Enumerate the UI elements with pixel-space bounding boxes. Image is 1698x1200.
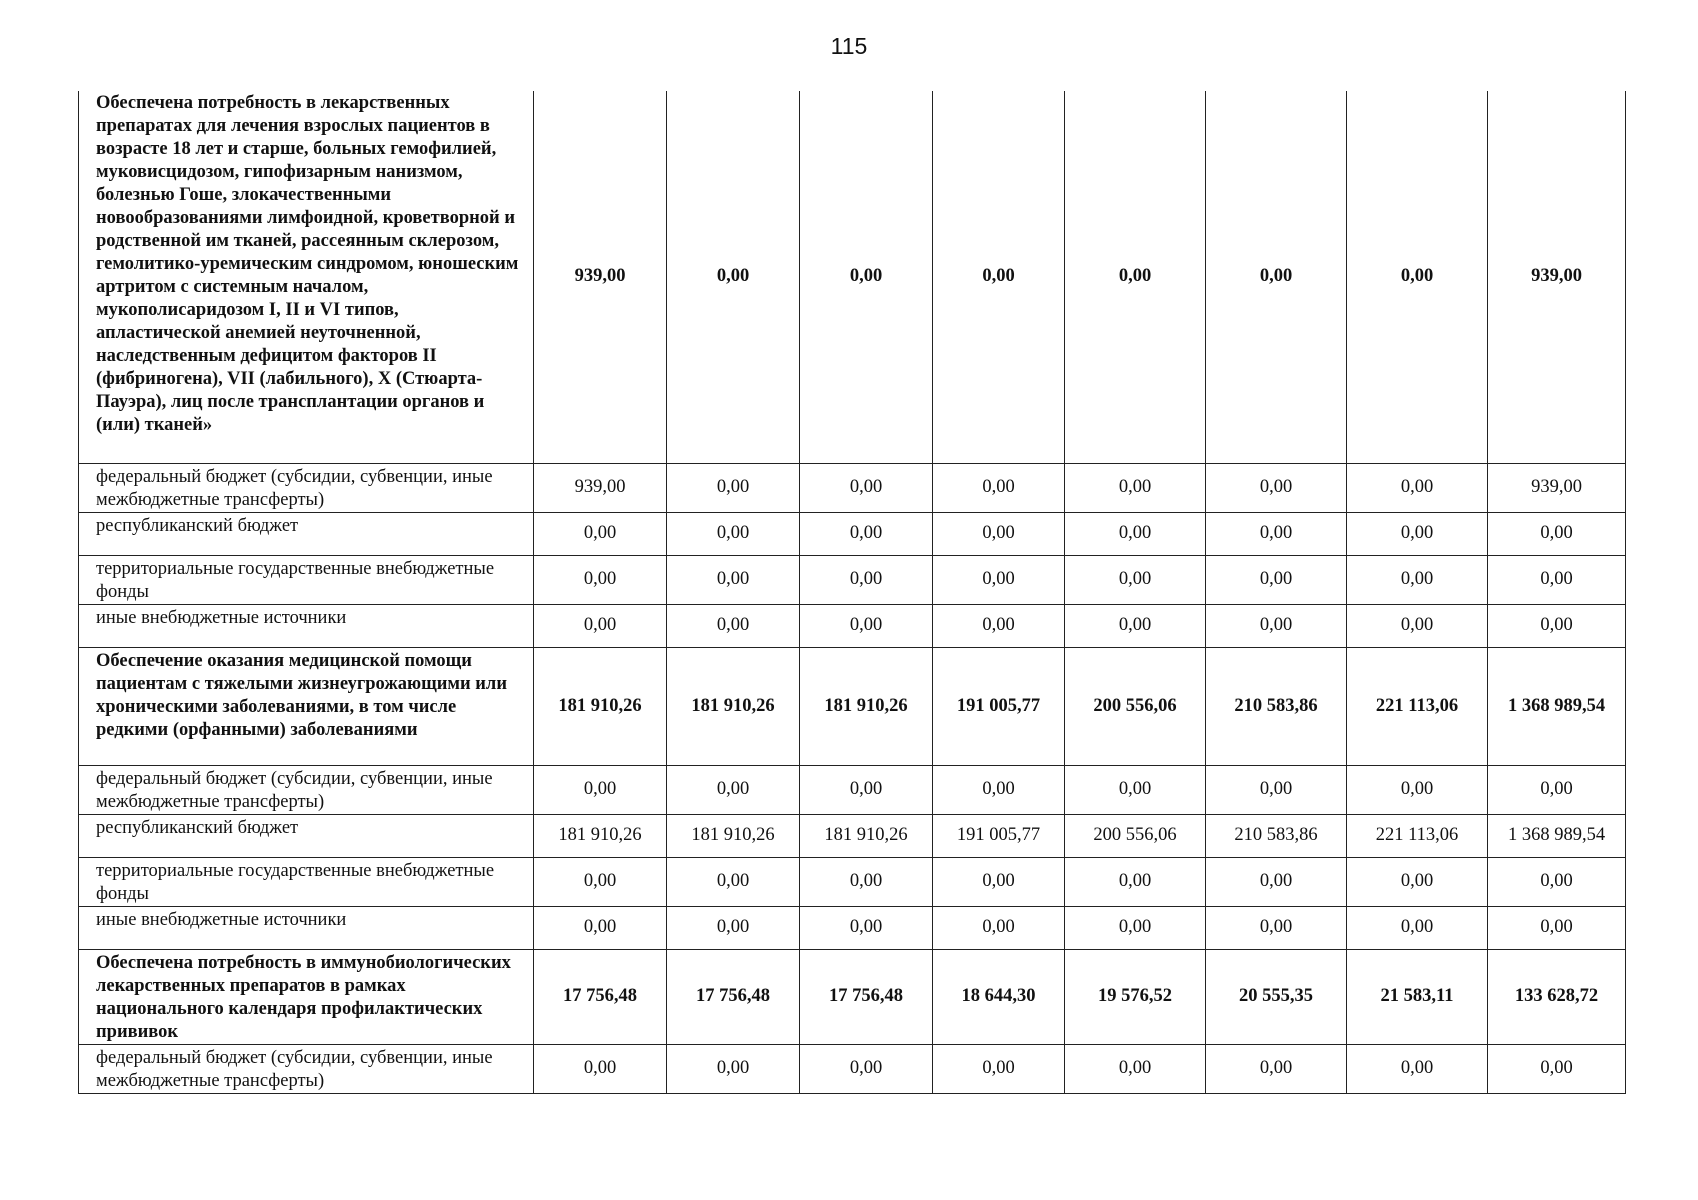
value-cell: 17 756,48 [800, 949, 933, 1044]
value-cell: 0,00 [800, 765, 933, 814]
table-row [79, 765, 1626, 814]
value-cell: 181 910,26 [800, 814, 933, 857]
table-row [79, 604, 1626, 647]
value-cell: 0,00 [1206, 1044, 1347, 1093]
value-cell: 210 583,86 [1206, 647, 1347, 765]
value-cell: 210 583,86 [1206, 814, 1347, 857]
value-cell: 0,00 [667, 906, 800, 949]
row-label: иные внебюджетные источники [79, 906, 534, 949]
value-cell: 0,00 [667, 604, 800, 647]
value-cell: 0,00 [1065, 463, 1206, 512]
value-cell: 0,00 [800, 463, 933, 512]
row-label: Обеспечение оказания медицинской помощи пациентам с тяжелыми жизнеугрожающими или хроническими заболеваниями, в том числе редкими (орфанными) заболеваниями [79, 647, 534, 765]
value-cell: 0,00 [534, 1044, 667, 1093]
value-cell: 133 628,72 [1488, 949, 1626, 1044]
value-cell: 0,00 [1065, 1044, 1206, 1093]
value-cell: 0,00 [1206, 765, 1347, 814]
value-cell: 0,00 [800, 512, 933, 555]
table-row-section [79, 647, 1626, 765]
value-cell: 0,00 [1347, 463, 1488, 512]
value-cell: 181 910,26 [667, 647, 800, 765]
row-label: Обеспечена потребность в иммунобиологических лекарственных препаратов в рамках национального календаря профилактических прививок [79, 949, 534, 1044]
value-cell: 0,00 [1065, 765, 1206, 814]
value-cell: 21 583,11 [1347, 949, 1488, 1044]
value-cell: 0,00 [1065, 857, 1206, 906]
value-cell: 221 113,06 [1347, 814, 1488, 857]
value-cell: 0,00 [667, 91, 800, 463]
value-cell: 0,00 [933, 765, 1065, 814]
value-cell: 939,00 [1488, 91, 1626, 463]
page-number: 115 [830, 33, 868, 59]
value-cell: 0,00 [800, 555, 933, 604]
value-cell: 0,00 [1488, 512, 1626, 555]
table-row [79, 906, 1626, 949]
value-cell: 191 005,77 [933, 647, 1065, 765]
value-cell: 0,00 [933, 463, 1065, 512]
value-cell: 17 756,48 [667, 949, 800, 1044]
value-cell: 0,00 [1488, 1044, 1626, 1093]
value-cell: 0,00 [667, 765, 800, 814]
value-cell: 0,00 [534, 512, 667, 555]
value-cell: 0,00 [1488, 604, 1626, 647]
value-cell: 939,00 [534, 463, 667, 512]
value-cell: 19 576,52 [1065, 949, 1206, 1044]
value-cell: 0,00 [1206, 906, 1347, 949]
row-label: территориальные государственные внебюджетные фонды [79, 857, 534, 906]
row-label: республиканский бюджет [79, 814, 534, 857]
value-cell: 0,00 [933, 604, 1065, 647]
value-cell: 0,00 [1065, 604, 1206, 647]
value-cell: 0,00 [667, 857, 800, 906]
row-label: федеральный бюджет (субсидии, субвенции, иные межбюджетные трансферты) [79, 463, 534, 512]
value-cell: 181 910,26 [800, 647, 933, 765]
value-cell: 0,00 [1065, 512, 1206, 555]
value-cell: 939,00 [1488, 463, 1626, 512]
row-label: территориальные государственные внебюджетные фонды [79, 555, 534, 604]
value-cell: 0,00 [534, 765, 667, 814]
table-row [79, 512, 1626, 555]
value-cell: 0,00 [800, 1044, 933, 1093]
value-cell: 0,00 [534, 906, 667, 949]
row-label: Обеспечена потребность в лекарственных препаратах для лечения взрослых пациентов в возрасте 18 лет и старше, больных гемофилией, муковисцидозом, гипофизарным нанизмом, болезнью Гоше, злокачественными новообразованиями лимфоидной, кроветворной и родственной им тканей, рассеянным склерозом, гемолитико-уремическим синдромом, юношеским артритом с системным началом, мукополисаридозом I, II и VI типов, апластической анемией неуточненной, наследственным дефицитом факторов II (фибриногена), VII (лабильного), X (Стюарта-Пауэра), лиц после трансплантации органов и (или) тканей» [79, 91, 534, 463]
value-cell: 18 644,30 [933, 949, 1065, 1044]
value-cell: 0,00 [1065, 91, 1206, 463]
value-cell: 0,00 [1206, 91, 1347, 463]
value-cell: 0,00 [1347, 1044, 1488, 1093]
value-cell: 0,00 [534, 604, 667, 647]
table-row-section [79, 949, 1626, 1044]
value-cell: 0,00 [1206, 857, 1347, 906]
value-cell: 0,00 [534, 555, 667, 604]
table-row-section [79, 91, 1626, 463]
value-cell: 0,00 [1347, 512, 1488, 555]
table-row [79, 857, 1626, 906]
value-cell: 0,00 [933, 512, 1065, 555]
value-cell: 1 368 989,54 [1488, 647, 1626, 765]
value-cell: 0,00 [667, 463, 800, 512]
value-cell: 0,00 [800, 857, 933, 906]
value-cell: 0,00 [1065, 555, 1206, 604]
value-cell: 0,00 [667, 1044, 800, 1093]
value-cell: 0,00 [1206, 512, 1347, 555]
value-cell: 0,00 [933, 555, 1065, 604]
value-cell: 0,00 [1347, 604, 1488, 647]
value-cell: 0,00 [1206, 555, 1347, 604]
value-cell: 200 556,06 [1065, 814, 1206, 857]
value-cell: 0,00 [800, 91, 933, 463]
value-cell: 939,00 [534, 91, 667, 463]
row-label: федеральный бюджет (субсидии, субвенции, иные межбюджетные трансферты) [79, 1044, 534, 1093]
table-row [79, 463, 1626, 512]
value-cell: 0,00 [1347, 555, 1488, 604]
table-row [79, 1044, 1626, 1093]
value-cell: 0,00 [1206, 463, 1347, 512]
value-cell: 0,00 [933, 1044, 1065, 1093]
table-row [79, 555, 1626, 604]
row-label: республиканский бюджет [79, 512, 534, 555]
value-cell: 0,00 [1488, 765, 1626, 814]
value-cell: 221 113,06 [1347, 647, 1488, 765]
value-cell: 200 556,06 [1065, 647, 1206, 765]
value-cell: 0,00 [1347, 91, 1488, 463]
value-cell: 0,00 [667, 512, 800, 555]
value-cell: 1 368 989,54 [1488, 814, 1626, 857]
value-cell: 0,00 [933, 906, 1065, 949]
row-label: иные внебюджетные источники [79, 604, 534, 647]
value-cell: 181 910,26 [667, 814, 800, 857]
value-cell: 0,00 [1488, 857, 1626, 906]
value-cell: 0,00 [1065, 906, 1206, 949]
value-cell: 181 910,26 [534, 647, 667, 765]
value-cell: 0,00 [1347, 906, 1488, 949]
value-cell: 0,00 [933, 91, 1065, 463]
value-cell: 17 756,48 [534, 949, 667, 1044]
value-cell: 191 005,77 [933, 814, 1065, 857]
value-cell: 0,00 [800, 604, 933, 647]
budget-table [78, 91, 1626, 1094]
value-cell: 0,00 [534, 857, 667, 906]
table-row [79, 814, 1626, 857]
value-cell: 0,00 [667, 555, 800, 604]
value-cell: 181 910,26 [534, 814, 667, 857]
value-cell: 20 555,35 [1206, 949, 1347, 1044]
value-cell: 0,00 [1206, 604, 1347, 647]
value-cell: 0,00 [1488, 906, 1626, 949]
value-cell: 0,00 [1347, 765, 1488, 814]
value-cell: 0,00 [1488, 555, 1626, 604]
value-cell: 0,00 [1347, 857, 1488, 906]
value-cell: 0,00 [800, 906, 933, 949]
value-cell: 0,00 [933, 857, 1065, 906]
row-label: федеральный бюджет (субсидии, субвенции, иные межбюджетные трансферты) [79, 765, 534, 814]
